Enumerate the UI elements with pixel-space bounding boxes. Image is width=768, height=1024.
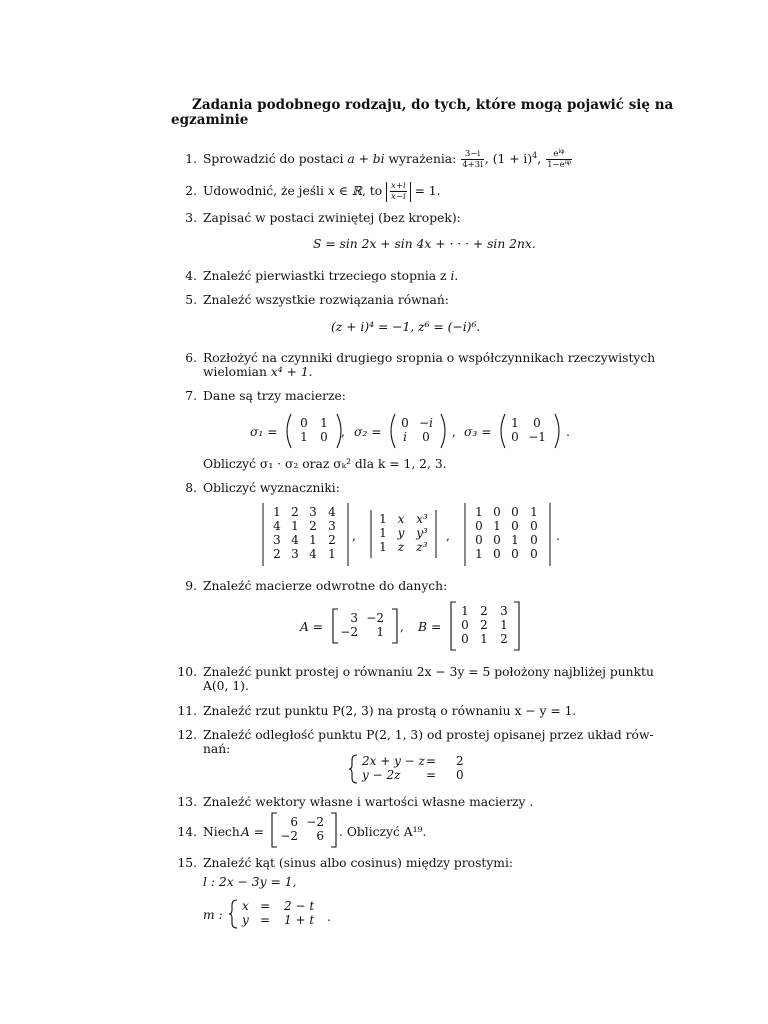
problem-3-text: Zapisać w postaci zwiniętej (bez kropek): [203, 211, 461, 225]
determinant-2: 1 x x³ 1 y y³ 1 z z³ [379, 512, 428, 554]
problem-10-line-2: A(0, 1). [203, 679, 249, 693]
problem-1-text: Sprowadzić do postaci [203, 152, 344, 166]
problem-12-number: 12. [177, 728, 197, 742]
system-15: x = 2 − t y = 1 + t [242, 899, 315, 927]
problem-5-number: 5. [185, 293, 197, 307]
problem-6-number: 6. [185, 351, 197, 365]
problem-7-text: Dane są trzy macierze: [203, 389, 346, 403]
problem-10-number: 10. [177, 665, 197, 679]
problem-2: Udowodnić, że jeśli x ∈ ℝ, to $\frac{x+i}{x-i}$ = 1. [203, 180, 441, 202]
line-m-label: m : [203, 908, 223, 922]
problem-13-text: Znaleźć wektory własne i wartości własne macierzy . [203, 795, 534, 809]
problem-13-number: 13. [177, 795, 197, 809]
problem-15-number: 15. [177, 856, 197, 870]
problem-6-line-2: wielomian x⁴ + 1. [203, 365, 313, 379]
matrix-sigma-1: 0 1 1 0 [300, 416, 328, 444]
problem-14-A-label: A = [241, 825, 265, 839]
matrix-sigma-2: 0 −i i 0 [401, 416, 433, 444]
problem-5-equation: (z + i)⁴ = −1, z⁶ = (−i)⁶. [331, 320, 481, 334]
system-12-brace [348, 754, 360, 784]
matrix-A: 3 −2 −2 1 [340, 611, 384, 639]
problem-3-equation: S = sin 2x + sin 4x + · · · + sin 2nx. [313, 237, 536, 251]
matrix-14: 6 −2 −2 6 [280, 815, 324, 843]
fraction-2: $\frac{e^{i\varphi}}{1-e^{i\varphi}}$ [547, 147, 571, 170]
problem-12-line-1: Znaleźć odległość punktu P(2, 1, 3) od prostej opisanej przez układ rów- [203, 728, 654, 742]
matrix-sigma-3: 1 0 0 −1 [511, 416, 546, 444]
problem-14-number: 14. [177, 825, 197, 839]
sigma-1-label: σ₁ = [250, 425, 278, 439]
problem-6-line-1: Rozłożyć na czynniki drugiego sropnia o współczynnikach rzeczywistych [203, 351, 656, 365]
problem-2-number: 2. [185, 184, 197, 198]
problem-15-text: Znaleźć kąt (sinus albo cosinus) między prostymi: [203, 856, 514, 870]
problem-1: Sprowadzić do postaci a + bi wyrażenia: $\frac{3-i}{4+3i}$ , $(1 + i)^4$, $\frac{e^{i\varphi}}{1-e^{i\varphi}}$ [203, 147, 571, 170]
problem-1-number: 1. [185, 152, 197, 166]
problem-14-after: . Obliczyć A¹⁹. [339, 825, 427, 839]
problem-12-line-2: nań: [203, 742, 231, 756]
problem-4-number: 4. [185, 269, 197, 283]
matrix-B: 1 2 3 0 2 1 0 1 2 [461, 604, 508, 646]
problem-10-line-1: Znaleźć punkt prostej o równaniu 2x − 3y = 5 położony najbliżej punktu [203, 665, 654, 679]
problem-11-number: 11. [177, 704, 197, 718]
fraction-1: $\frac{3-i}{4+3i}$ [462, 148, 483, 170]
problem-3-number: 3. [185, 211, 197, 225]
matrix-B-label: B = [418, 620, 442, 634]
problem-9-number: 9. [185, 579, 197, 593]
system-12: 2x + y − z = 2 y − 2z = 0 [362, 754, 464, 782]
line-l-equation: l : 2x − 3y = 1, [203, 875, 297, 889]
sigma-2-label: σ₂ = [354, 425, 382, 439]
title-line-2: egzaminie [171, 112, 249, 128]
determinant-3: 1 0 0 1 0 1 0 0 0 0 1 0 1 0 0 0 [475, 505, 538, 561]
sigma-3-label: σ₃ = [464, 425, 492, 439]
problem-7-calc: Obliczyć σ₁ · σ₂ oraz σₖ² dla k = 1, 2, 3. [203, 457, 447, 471]
problem-8-number: 8. [185, 481, 197, 495]
problem-7-number: 7. [185, 389, 197, 403]
problem-9-text: Znaleźć macierze odwrotne do danych: [203, 579, 448, 593]
fraction-abs: $\frac{x+i}{x-i}$ [391, 180, 406, 202]
problem-4: Znaleźć pierwiastki trzeciego stopnia z i. [203, 269, 459, 283]
problem-5-text: Znaleźć wszystkie rozwiązania równań: [203, 293, 449, 307]
title-line-1: Zadania podobnego rodzaju, do tych, które mogą pojawić się na [192, 97, 674, 113]
determinant-1: 1 2 3 4 4 1 2 3 3 4 1 2 2 3 4 1 [273, 505, 336, 561]
system-15-brace [228, 899, 240, 929]
problem-8-text: Obliczyć wyznaczniki: [203, 481, 340, 495]
problem-11-text: Znaleźć rzut punktu P(2, 3) na prostą o równaniu x − y = 1. [203, 704, 577, 718]
matrix-A-label: A = [300, 620, 324, 634]
problem-14-text: Niech [203, 825, 240, 839]
